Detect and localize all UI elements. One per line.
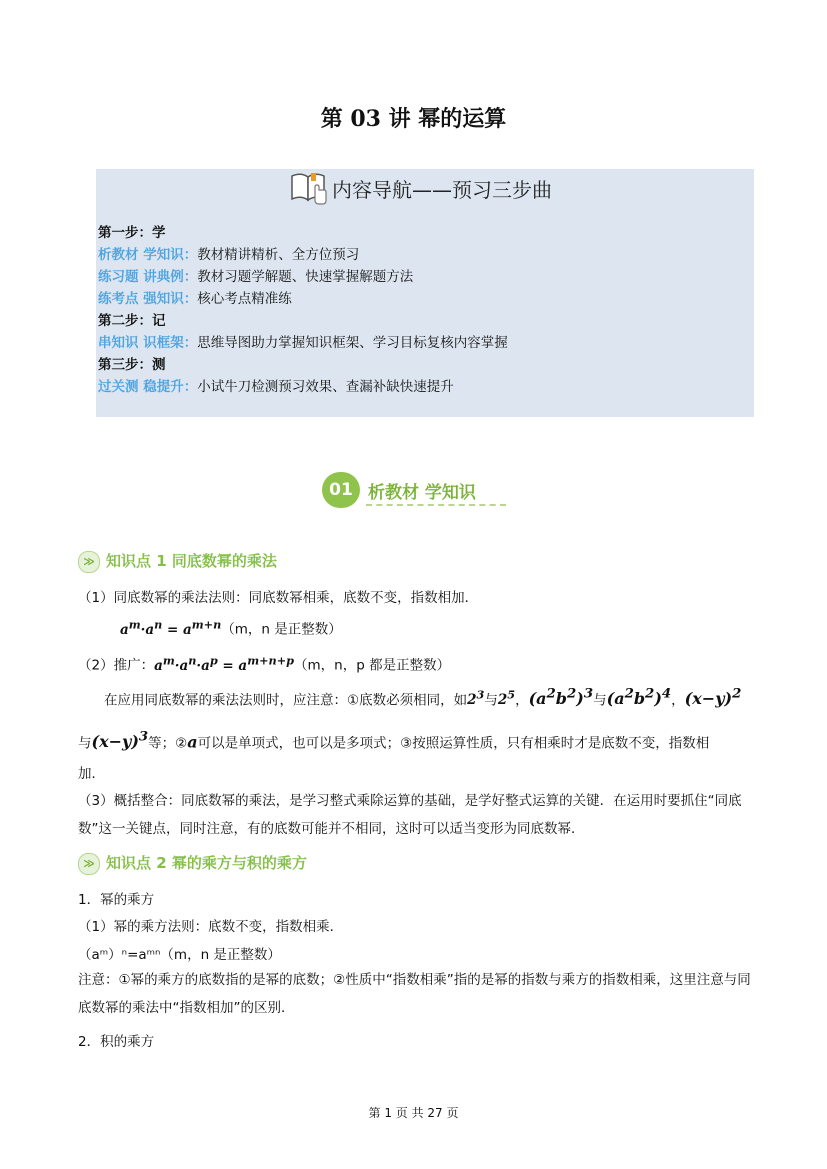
kp1-generalization-note: （m，n，p 都是正整数）: [294, 657, 451, 674]
kp1-summary: （3）概括整合：同底数幂的乘法，是学习整式乘除运算的基础，是学好整式运算的关键．在运用时要抓住“同底数”这一关键点，同时注意，有的底数可能并不相同，这时可以适当变形为同底数幂．: [78, 793, 742, 837]
page-footer: 第 1 页 共 27 页: [368, 1106, 459, 1120]
kp1-rule: （1）同底数幂的乘法法则：同底数幂相乘，底数不变，指数相加．: [78, 590, 479, 606]
steps-list: [98, 222, 508, 398]
page-title: 第 03 讲 幂的运算: [320, 106, 507, 132]
knowledge-point-2-heading: ≫ 知识点 2 幂的乘方与积的乘方: [78, 852, 307, 875]
book-pointer-icon: [289, 170, 329, 206]
kp1-attention-line3: 加．: [78, 766, 105, 782]
chevron-circle-icon: ≫: [78, 853, 100, 875]
navigation-title: 内容导航——预习三步曲: [332, 178, 552, 202]
step2-heading: 第二步：记: [98, 313, 166, 329]
section-number: 01: [322, 472, 360, 508]
knowledge-point-1-heading: ≫ 知识点 1 同底数幂的乘法: [78, 550, 277, 573]
kp2-note: 注意：①幂的乘方的底数指的是幂的底数；②性质中“指数相乘”指的是幂的指数与乘方的指数相乘，这里注意与同底数幂的乘法中“指数相加”的区别．: [78, 972, 751, 1016]
kp2-formula: （aᵐ）ⁿ=aᵐⁿ（m，n 是正整数）: [78, 947, 281, 963]
step-row: 练考点 强知识：核心考点精准练: [98, 291, 292, 307]
chevron-circle-icon: ≫: [78, 551, 100, 573]
kp1-generalization: （2）推广：$a^m\cdot a^n\cdot a^p = a^{m+n+p}(m$，n，p 都是正整数）: [78, 653, 451, 674]
kp1-formula: $a^m\cdot a^n = a^{m+n}(m$，n 是正整数）: [120, 617, 342, 638]
kp1-attention-line1: 在应用同底数幂的乘法法则时，应注意：①底数必须相同，如$2^3$与$2^5$，$(a^2b^2)^3$与$(a^2b^2)^4$，$(x-y)^2$: [104, 686, 742, 709]
step-row: 串知识 识框架：思维导图助力掌握知识框架、学习目标复核内容掌握: [98, 335, 508, 351]
kp1-formula-note: （m，n 是正整数）: [221, 621, 342, 638]
kp2-subheading-power: 1．幂的乘方: [78, 892, 155, 908]
step3-heading: 第三步：测: [98, 357, 166, 373]
kp2-subheading-product: 2．积的乘方: [78, 1034, 155, 1050]
section-badge: [322, 472, 512, 508]
step-row: 过关测 稳提升：小试牛刀检测预习效果、查漏补缺快速提升: [98, 379, 454, 395]
kp1-attention-line2: 与$(x-y)^3$等；②a可以是单项式，也可以是多项式；③按照运算性质，只有相乘时才是底数不变，指数相: [78, 729, 710, 752]
navigation-subtitle: ——预习三步曲: [412, 178, 552, 202]
step1-heading: 第一步：学: [98, 225, 166, 241]
step-row: 析教材 学知识：教材精讲精析、全方位预习: [98, 247, 360, 263]
step-row: 练习题 讲典例：教材习题学解题、快速掌握解题方法: [98, 269, 414, 285]
section-underline: [366, 504, 506, 506]
section-label: 析教材 学知识: [368, 483, 476, 503]
kp2-rule: （1）幂的乘方法则：底数不变，指数相乘．: [78, 919, 344, 935]
